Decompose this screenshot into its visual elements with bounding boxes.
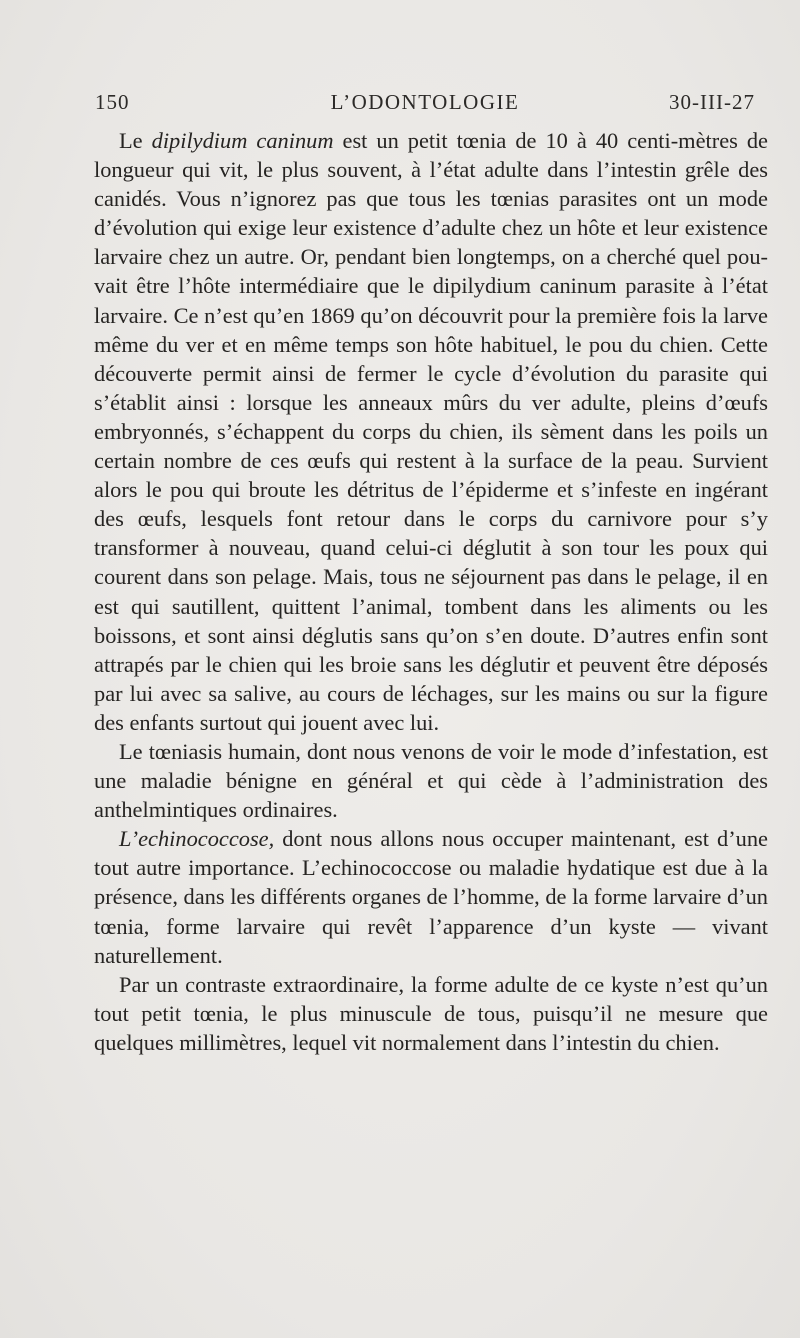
paragraph-3	[94, 824, 768, 969]
running-head	[95, 90, 755, 120]
paragraph-3-text: dont nous allons nous occuper maintenant, est d’une tout autre importance. L’echinococcose ou maladie hydatique est due à la présence, dans les différents organes de l’homme, de la forme larvaire d’un tœnia, forme larvaire qui revêt l’apparence d’un kyste — vivant naturellement.	[94, 826, 768, 968]
paragraph-4: Par un contraste extraordinaire, la forme adulte de ce kyste n’est qu’un tout petit tœnia, le plus minuscule de tous, puisqu’il ne mesure que quelques millimètres, lequel vit normalement dans l’intestin du chien.	[94, 971, 768, 1055]
disease-name: L’echinococcose,	[119, 826, 275, 852]
body-text	[94, 126, 768, 1057]
paragraph-1-prefix: Le	[119, 128, 152, 153]
issue-date: 30-III-27	[669, 90, 755, 114]
journal-title: L’ODONTOLOGIE	[330, 90, 520, 114]
paragraph-1-text: est un petit tœnia de 10 à 40 centi-mètres de longueur qui vit, le plus souvent, à l’état adulte dans l’intestin grêle des canidés. Vous n’ignorez pas que tous les tœnias parasites ont un mode d’évolution qui exige leur existence d’adulte chez un hôte et leur existence larvaire chez un autre. Or, pendant bien longtemps, on a cherché quel pouvait être l’hôte intermédiaire que le dipilydium caninum parasite à l’état larvaire. Ce n’est qu’en 1869 qu’on découvrit pour la première fois la larve même du ver et en même temps son hôte habituel, le pou du chien. Cette découverte permit ainsi de fermer le cycle d’évolution du parasite qui s’établit ainsi : lorsque les anneaux mûrs du ver adulte, pleins d’œufs embryonnés, s’échappent du corps du chien, ils sèment dans les poils un certain nombre de ces œufs qui restent à la surface de la peau. Survient alors le pou qui broute les détritus de l’épiderme et s’infeste en ingérant des œufs, lesquels font retour dans le corps du carnivore pour s’y transformer à nouveau, quand celui-ci déglutit à son tour les poux qui courent dans son pelage. Mais, tous ne séjournent pas dans le pelage, il en est qui sautillent, quittent l’animal, tombent dans les aliments ou les boissons, et sont ainsi déglutis sans qu’on s’en doute. D’autres enfin sont attrapés par le chien qui les broie sans les déglutir et peuvent être déposés par lui avec sa salive, au cours de léchages, sur les mains ou sur la figure des enfants surtout qui jouent avec lui.	[94, 128, 768, 735]
paragraph-2: Le tœniasis humain, dont nous venons de voir le mode d’infestation, est une maladie bénigne en général et qui cède à l’administration des anthelmintiques ordinaires.	[94, 738, 768, 823]
page-number: 150	[95, 90, 130, 114]
species-name: dipilydium caninum	[151, 128, 334, 153]
paragraph-1	[94, 126, 768, 737]
